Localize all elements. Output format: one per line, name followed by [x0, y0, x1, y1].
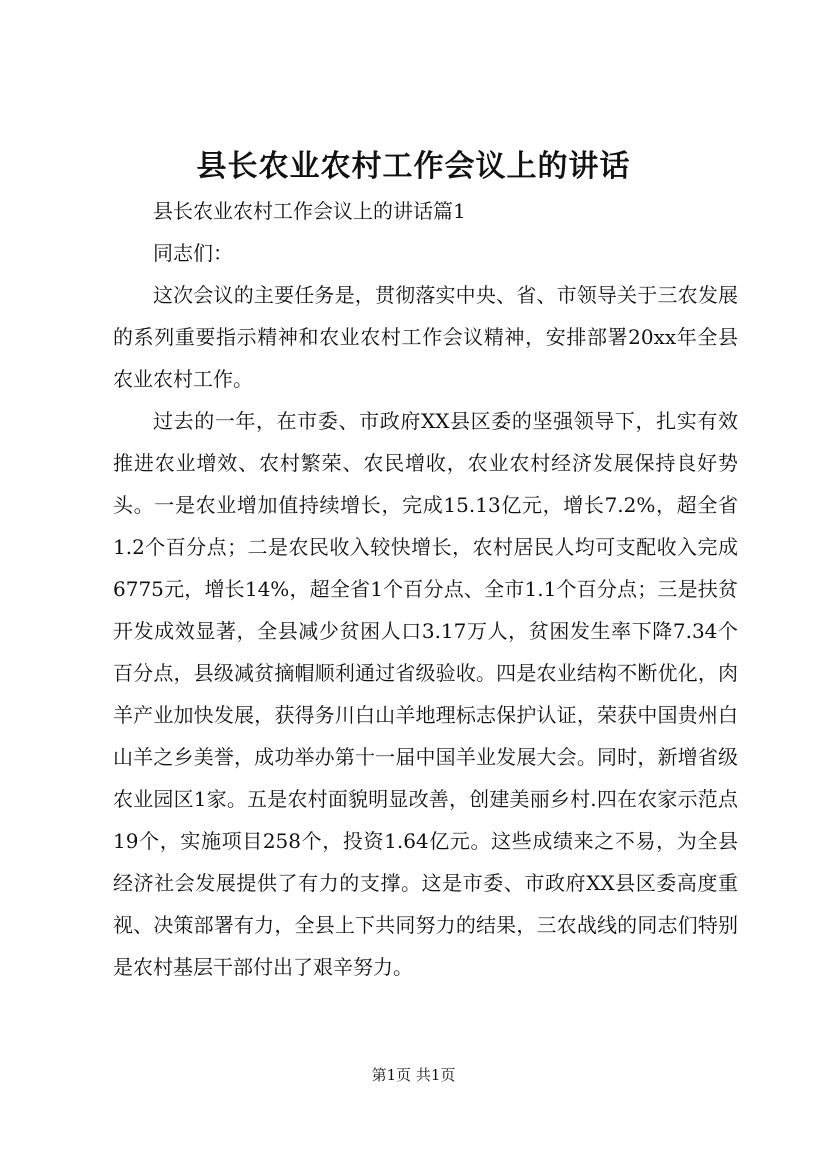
section-heading: 县长农业农村工作会议上的讲话篇1 — [153, 199, 466, 223]
document-title: 县长农业农村工作会议上的讲话 — [196, 149, 631, 184]
salutation: 同志们： — [153, 241, 233, 265]
paragraph-meeting-task: 这次会议的主要任务是，贯彻落实中央、省、市领导关于三农发展的系列重要指示精神和农业农村工作会议精神，安排部署20xx年全县农业农村工作。 — [113, 283, 738, 391]
page-number: 第1页 共1页 — [371, 1066, 456, 1084]
paragraph-achievements: 过去的一年，在市委、市政府XX县区委的坚强领导下，扎实有效推进农业增效、农村繁荣、农民增收，农业农村经济发展保持良好势头。一是农业增加值持续增长，完成15.13亿元，增长7.2%，超全省1.2个百分点；二是农民收入较快增长，农村居民人均可支配收入完成6775元，增长14%，超全省1个百分点、全市1.1个百分点；三是扶贫开发成效显著，全县减少贫困人口3.17万人，贫困发生率下降7.34个百分点，县级减贫摘帽顺利通过省级验收。四是农业结构不断优化，肉羊产业加快发展，获得务川白山羊地理标志保护认证，荣获中国贵州白山羊之乡美誉，成功举办第十一届中国羊业发展大会。同时，新增省级农业园区1家。五是农村面貌明显改善，创建美丽乡村.四在农家示范点19个，实施项目258个，投资1.64亿元。这些成绩来之不易，为全县经济社会发展提供了有力的支撑。这是市委、市政府XX县区委高度重视、决策部署有力，全县上下共同努力的结果，三农战线的同志们特别是农村基层干部付出了艰辛努力。 — [113, 409, 738, 979]
document-body — [113, 190, 738, 988]
